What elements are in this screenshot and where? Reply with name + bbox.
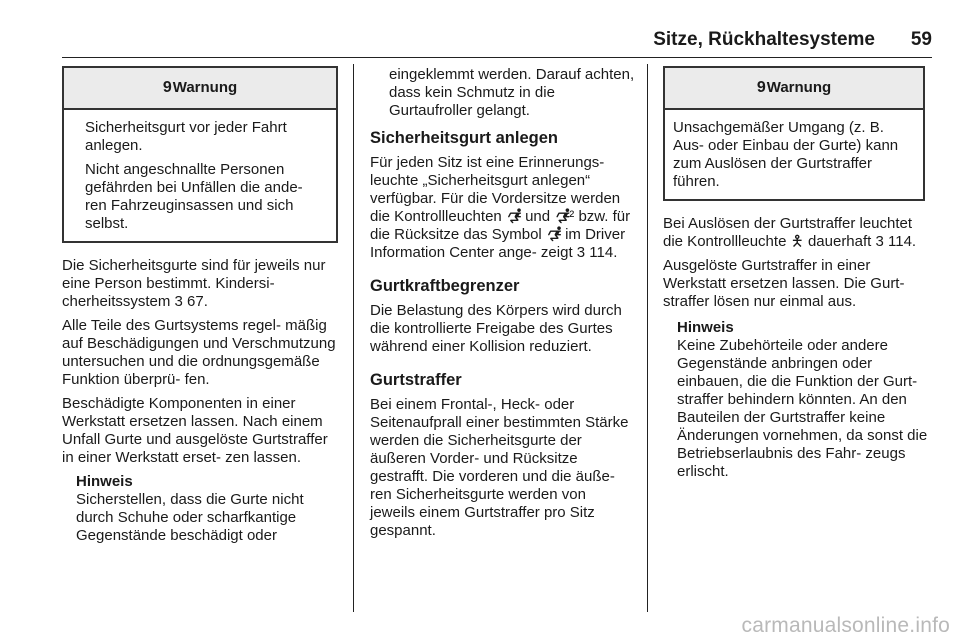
paragraph: Bei Auslösen der Gurtstraffer leuchtet die Kontrollleuchte 🯅 dauerhaft 3 114. (663, 215, 917, 250)
header-title: Sitze, Rückhaltesysteme (653, 29, 875, 50)
warning-text: Nicht angeschnallte Personen gefährden bei Unfällen die ande- ren Fahrzeuginsassen und sich selbst. (85, 161, 303, 232)
right-column (663, 66, 935, 481)
section-text: Für jeden Sitz ist eine Erinnerungs- leuchte „Sicherheitsgurt anlegen“ verfügbar. Für die Vordersitze werden die Kontrollleuchten 🮲 und 🮲² bzw. für die Rücksitze das Symbol 🮲 im Driver Information Center ange- zeigt 3 114. (370, 154, 631, 261)
paragraph: Beschädigte Komponenten in einer Werkstatt ersetzen lassen. Nach einem Unfall Gurte und ausgelöste Gurtstraffer in einer Werkstatt erset- zen lassen. (62, 395, 328, 466)
section-heading: Sicherheitsgurt anlegen (370, 129, 558, 147)
note-label: Hinweis (677, 319, 734, 336)
warning-box (663, 66, 925, 201)
section-heading: Gurtstraffer (370, 371, 462, 389)
note-text: Keine Zubehörteile oder andere Gegenstände anbringen oder einbauen, die die Funktion der Gurt- straffer behindern könnten. An den Bauteilen der Gurtstraffer keine Änderungen vornehmen, da sonst die Betriebserlaubnis des Fahr- zeugs erlischt. (677, 337, 928, 480)
header-rule (62, 57, 932, 58)
section-text: Die Belastung des Körpers wird durch die kontrollierte Freigabe des Gurtes während einer Kollision reduziert. (370, 302, 622, 355)
page-number: 59 (910, 29, 932, 50)
section-text: Bei einem Frontal-, Heck- oder Seitenaufprall einer bestimmten Stärke werden die Sicherheitsgurte der äußeren Vorder- und Rücksitze gestrafft. Die vorderen und die äuße- ren Sicherheitsgurte werden von jeweils einem Gurtstraffer pro Sitz gespannt. (370, 396, 629, 539)
note (663, 319, 935, 481)
section-heading: Gurtkraftbegrenzer (370, 277, 520, 295)
warning-title: Warnung (172, 79, 238, 96)
column-divider-left (353, 64, 354, 612)
warning-triangle-icon: 9 (162, 79, 172, 96)
warning-text: Sicherheitsgurt vor jeder Fahrt anlegen. (85, 119, 287, 154)
continuation-text: eingeklemmt werden. Darauf achten, dass kein Schmutz in die Gurtaufroller gelangt. (389, 66, 635, 119)
warning-header (64, 68, 336, 110)
warning-title: Warnung (766, 79, 832, 96)
warning-body (665, 110, 923, 199)
middle-column (370, 66, 635, 546)
left-column (62, 66, 338, 545)
paragraph: Alle Teile des Gurtsystems regel- mäßig auf Beschädigungen und Verschmutzung untersuchen und die ordnungsgemäße Funktion überprü- fen. (62, 317, 336, 388)
note-text: Sicherstellen, dass die Gurte nicht durch Schuhe oder scharfkantige Gegenstände beschädigt oder (76, 491, 304, 544)
note-label: Hinweis (76, 473, 133, 490)
paragraph: Ausgelöste Gurtstraffer in einer Werkstatt ersetzen lassen. Die Gurt- straffer lösen nur einmal aus. (663, 257, 905, 310)
warning-header (665, 68, 923, 110)
note (62, 473, 338, 545)
warning-body (64, 110, 336, 241)
warning-box (62, 66, 338, 243)
warning-triangle-icon: 9 (756, 79, 766, 96)
watermark: carmanualsonline.info (741, 614, 950, 637)
paragraph: Die Sicherheitsgurte sind für jeweils nur eine Person bestimmt. Kindersi- cherheitssystem 3 67. (62, 257, 326, 310)
warning-text: Unsachgemäßer Umgang (z. B. Aus- oder Einbau der Gurte) kann zum Auslösen der Gurtstraffer führen. (673, 119, 899, 190)
column-divider-right (647, 64, 648, 612)
